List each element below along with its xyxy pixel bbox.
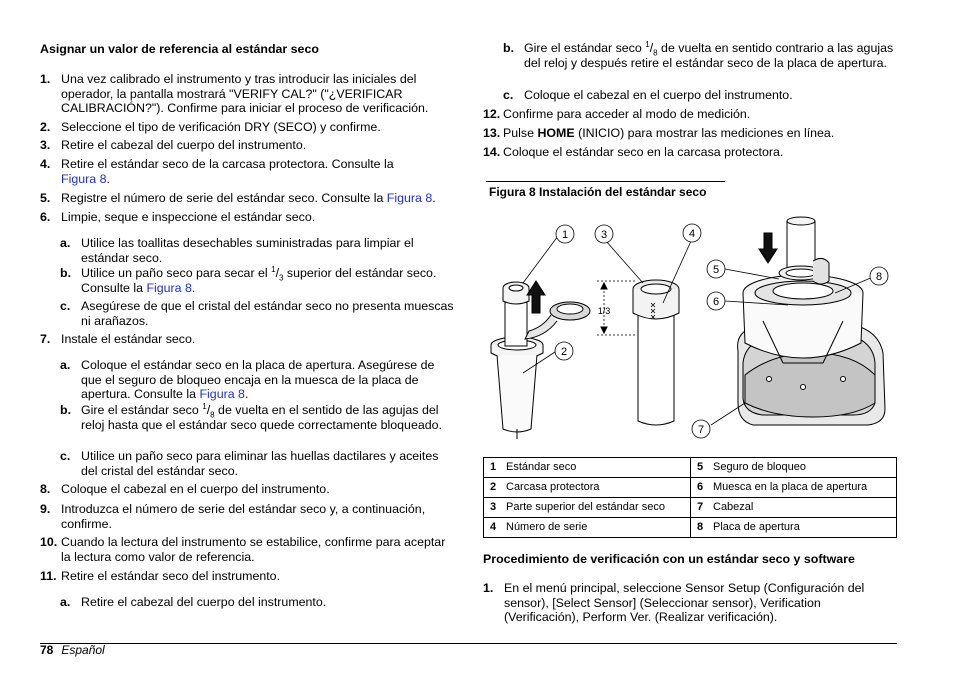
substep-11b: b. Gire el estándar seco $^1/_8$ de vuelta en sentido contrario a las agujas del reloj y después retire el estándar seco de la placa de apertura. <box>503 39 894 70</box>
arrow-up-icon <box>527 281 545 313</box>
instrument-drawing <box>738 217 885 425</box>
substep-11a: a. Retire el cabezal del cuerpo del instrumento. <box>60 595 327 609</box>
page-footer <box>40 643 105 658</box>
figure-link[interactable]: Figura 8 <box>61 171 107 186</box>
figure-8-illustration <box>483 203 897 453</box>
step-9: 9. Introduzca el número de serie del estándar seco y, a continuación, confirme. <box>40 502 426 531</box>
footer-language: Español <box>61 643 105 657</box>
fraction-label: 1/3 <box>597 306 611 316</box>
step-6: 6. Limpie, seque e inspeccione el estándar seco. <box>40 210 316 224</box>
arrow-down-icon <box>759 233 777 263</box>
proc-step-1: 1. En el menú principal, seleccione Sensor Setup (Configuración del sensor), [Select Sensor] (Seleccionar sensor), Verification (Verificación), Perform Ver. (Realizar verificación). <box>483 581 865 625</box>
substep-6a: a. Utilice las toallitas desechables suministradas para limpiar el estándar seco. <box>60 236 414 265</box>
figure-link[interactable]: Figura 8 <box>386 191 433 205</box>
figure-rule <box>486 181 725 182</box>
callout-5: 5 <box>712 264 720 276</box>
figure-title: Figura 8 Instalación del estándar seco <box>489 185 707 199</box>
home-key: HOME <box>537 126 575 140</box>
substep-6c: c. Asegúrese de que el cristal del estándar seco no presenta muescas ni arañazos. <box>60 299 454 328</box>
callout-2: 2 <box>560 346 568 358</box>
substep-7a: a. Coloque el estándar seco en la placa de apertura. Asegúrese de que el seguro de bloqueo encaja en la muesca de la placa de apertura. Consulte la Figura 8. <box>60 358 435 402</box>
step-12: 12. Confirme para acceder al modo de medición. <box>483 107 751 121</box>
callout-7: 7 <box>697 424 705 436</box>
section-heading-2: Procedimiento de verificación con un estándar seco y software <box>483 552 855 566</box>
step-8: 8. Coloque el cabezal en el cuerpo del instrumento. <box>40 482 330 496</box>
step-2: 2. Seleccione el tipo de verificación DRY (SECO) y confirme. <box>40 120 381 134</box>
substep-7c: c. Utilice un paño seco para eliminar las huellas dactilares y aceites del cristal del estándar seco. <box>60 449 439 478</box>
page-number: 78 <box>40 643 54 657</box>
dry-standard-drawing <box>503 282 529 346</box>
callout-6: 6 <box>712 296 720 308</box>
step-13: 13. Pulse HOME (INICIO) para mostrar las mediciones en línea. <box>483 126 835 140</box>
substep-6b: b. Utilice un paño seco para secar el $^1/_3$ superior del estándar seco. Consulte la Figura 8. <box>60 264 437 295</box>
table-row: 3 Parte superior del estándar seco 7 Cabezal <box>484 498 897 518</box>
step-5: 5. Registre el número de serie del estándar seco. Consulte la Figura 8. <box>40 191 436 205</box>
section-heading: Asignar un valor de referencia al estándar seco <box>40 42 319 56</box>
table-row: 1 Estándar seco 5 Seguro de bloqueo <box>484 458 897 478</box>
callout-3: 3 <box>600 229 608 241</box>
step-3: 3. Retire el cabezal del cuerpo del instrumento. <box>40 138 307 152</box>
footer-rule <box>40 643 897 644</box>
substep-11c: c. Coloque el cabezal en el cuerpo del instrumento. <box>503 88 793 102</box>
figure-link[interactable]: Figura 8 <box>199 387 245 402</box>
figure-legend-table <box>483 457 897 538</box>
dry-standard-large-drawing <box>633 280 679 425</box>
step-1: 1. Una vez calibrado el instrumento y tras introducir las iniciales del operador, la pantalla mostrará "VERIFY CAL?" ("¿VERIFICAR CALIBRACIÓN?"). Confirme para iniciar el proceso de verificación. <box>40 72 429 116</box>
protective-housing-drawing <box>491 337 543 439</box>
table-row: 2 Carcasa protectora 6 Muesca en la placa de apertura <box>484 478 897 498</box>
table-row: 4 Número de serie 8 Placa de apertura <box>484 518 897 538</box>
step-10: 10. Cuando la lectura del instrumento se estabilice, confirme para aceptar la lectura como valor de referencia. <box>40 535 446 564</box>
step-11: 11. Retire el estándar seco del instrumento. <box>40 569 281 583</box>
step-4: 4. Retire el estándar seco de la carcasa protectora. Consulte la Figura 8. <box>40 157 394 186</box>
figure-link[interactable]: Figura 8 <box>146 280 192 295</box>
substep-7b: b. Gire el estándar seco $^1/_8$ de vuelta en el sentido de las agujas del reloj hasta que el estándar seco quede correctamente bloqueado. <box>60 401 442 432</box>
step-7: 7. Instale el estándar seco. <box>40 332 196 346</box>
callout-1: 1 <box>561 229 569 241</box>
callout-8: 8 <box>875 271 883 283</box>
callout-4: 4 <box>688 228 696 240</box>
step-14: 14. Coloque el estándar seco en la carcasa protectora. <box>483 145 784 159</box>
